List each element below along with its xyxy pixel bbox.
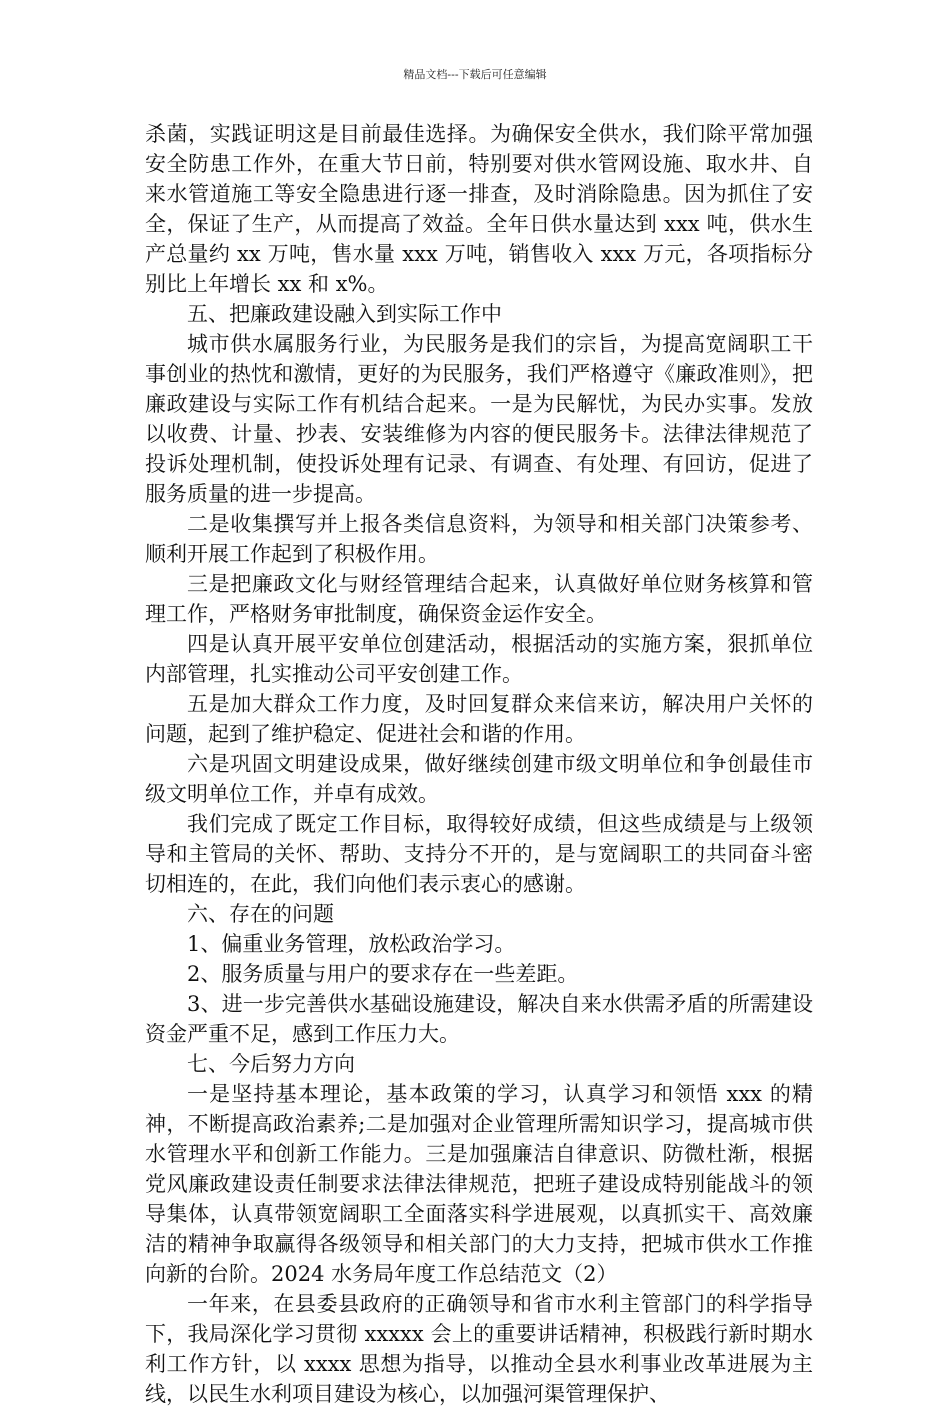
list-item: 3、进一步完善供水基础设施建设，解决自来水供需矛盾的所需建设资金严重不足，感到工作压力大。 xyxy=(145,992,813,1046)
list-item: 1、偏重业务管理，放松政治学习。 xyxy=(187,932,516,956)
paragraph: 二是收集撰写并上报各类信息资料，为领导和相关部门决策参考、顺利开展工作起到了积极作用。 xyxy=(145,512,813,566)
paragraph: 我们完成了既定工作目标，取得较好成绩，但这些成绩是与上级领导和主管局的关怀、帮助、支持分不开的，是与宽阔职工的共同奋斗密切相连的，在此，我们向他们表示衷心的感谢。 xyxy=(145,812,813,896)
list-item: 2、服务质量与用户的要求存在一些差距。 xyxy=(187,962,579,986)
section-heading: 六、存在的问题 xyxy=(187,902,334,926)
page-header: 精品文档---下载后可任意编辑 xyxy=(403,68,547,81)
paragraph: 四是认真开展平安单位创建活动，根据活动的实施方案，狠抓单位内部管理，扎实推动公司平安创建工作。 xyxy=(145,632,813,686)
paragraph: 城市供水属服务行业，为民服务是我们的宗旨，为提高宽阔职工干事创业的热忱和激情，更好的为民服务，我们严格遵守《廉政准则》，把廉政建设与实际工作有机结合起来。一是为民解忧，为民办实事。发放以收费、计量、抄表、安装维修为内容的便民服务卡。法律法律规范了投诉处理机制，使投诉处理有记录、有调查、有处理、有回访，促进了服务质量的进一步提高。 xyxy=(145,332,813,506)
section-heading: 五、把廉政建设融入到实际工作中 xyxy=(187,302,502,326)
document-body xyxy=(145,119,813,1409)
paragraph: 三是把廉政文化与财经管理结合起来，认真做好单位财务核算和管理工作，严格财务审批制度，确保资金运作安全。 xyxy=(145,572,813,626)
paragraph: 一年来，在县委县政府的正确领导和省市水利主管部门的科学指导下，我局深化学习贯彻 xxxxx 会上的重要讲话精神，积极践行新时期水利工作方针，以 xxxx 思想为指导，以推动全县水利事业改革进展为主线，以民生水利项目建设为核心，以加强河渠管理保护、 xyxy=(145,1292,813,1406)
paragraph: 五是加大群众工作力度，及时回复群众来信来访，解决用户关怀的问题，起到了维护稳定、促进社会和谐的作用。 xyxy=(145,692,813,746)
paragraph: 一是坚持基本理论，基本政策的学习，认真学习和领悟 xxx 的精神，不断提高政治素养;二是加强对企业管理所需知识学习，提高城市供水管理水平和创新工作能力。三是加强廉洁自律意识、防微杜渐，根据党风廉政建设责任制要求法律法律规范，把班子建设成特别能战斗的领导集体，认真带领宽阔职工全面落实科学进展观，以真抓实干、高效廉洁的精神争取赢得各级领导和相关部门的大力支持，把城市供水工作推向新的台阶。2024 水务局年度工作总结范文（2） xyxy=(145,1082,813,1286)
paragraph: 杀菌，实践证明这是目前最佳选择。为确保安全供水，我们除平常加强安全防患工作外，在重大节日前，特别要对供水管网设施、取水井、自来水管道施工等安全隐患进行逐一排查，及时消除隐患。因为抓住了安全，保证了生产，从而提高了效益。全年日供水量达到 xxx 吨，供水生产总量约 xx 万吨，售水量 xxx 万吨，销售收入 xxx 万元，各项指标分别比上年增长 xx 和 x%。 xyxy=(145,122,813,296)
paragraph: 六是巩固文明建设成果，做好继续创建市级文明单位和争创最佳市级文明单位工作，并卓有成效。 xyxy=(145,752,813,806)
section-heading: 七、今后努力方向 xyxy=(187,1052,355,1076)
